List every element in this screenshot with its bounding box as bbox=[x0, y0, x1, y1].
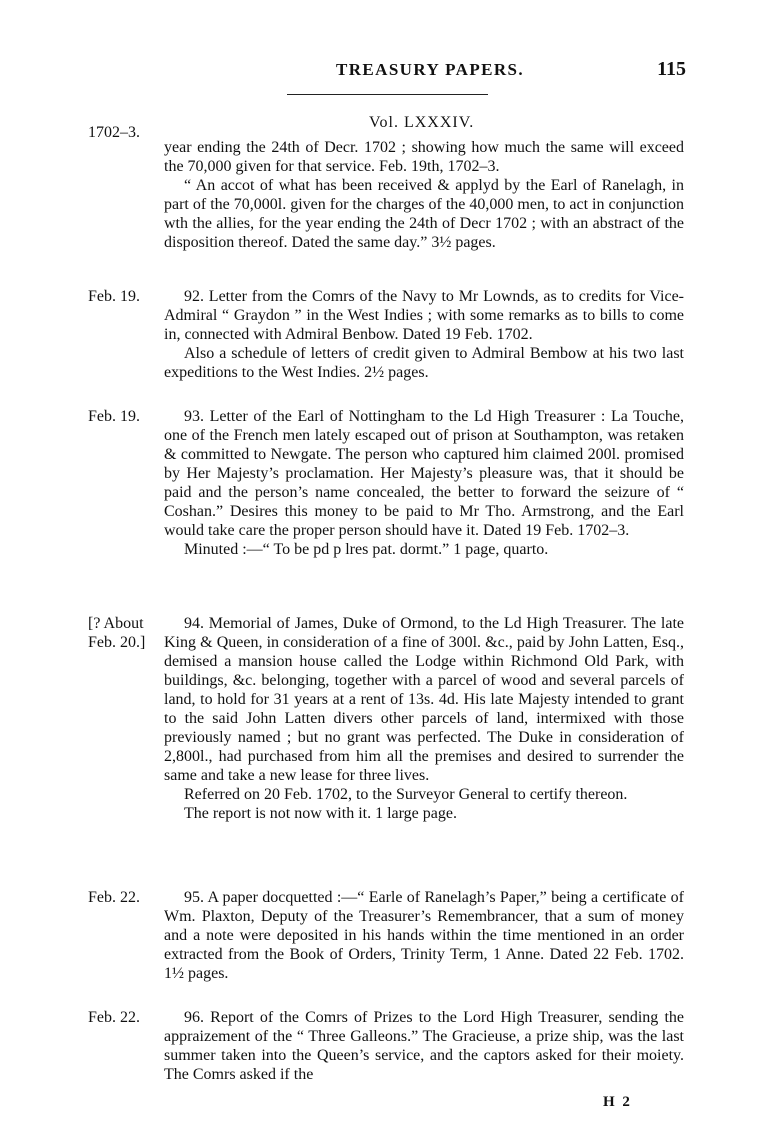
entry-body bbox=[164, 138, 684, 252]
signature-mark: H 2 bbox=[603, 1094, 632, 1110]
margin-date: Feb. 22. bbox=[88, 889, 140, 906]
entry-body bbox=[164, 614, 684, 823]
entry-paragraph: 92. Letter from the Comrs of the Navy to Mr Lownds, as to credits for Vice-Admiral “ Graydon ” in the West Indies ; with some remarks as to bills to come in, connected with Admiral Benbow. Dated 19 Feb. 1702. bbox=[164, 288, 684, 343]
entry-body bbox=[164, 407, 684, 559]
header-rule bbox=[287, 94, 488, 95]
margin-date: 1702–3. bbox=[88, 124, 140, 141]
running-title: TREASURY PAPERS. bbox=[336, 60, 525, 79]
margin-date: Feb. 22. bbox=[88, 1009, 140, 1026]
entry-paragraph: 95. A paper docquetted :—“ Earle of Ranelagh’s Paper,” being a certificate of Wm. Plaxton, Deputy of the Treasurer’s Remembrancer, that a sum of money and a note were deposited in his hands within the time mentioned in an order extracted from the Book of Orders, Trinity Term, 1 Anne. Dated 22 Feb. 1702. 1½ pages. bbox=[164, 889, 684, 982]
running-head bbox=[0, 60, 768, 88]
volume-heading: Vol. LXXXIV. bbox=[369, 114, 475, 131]
entry-paragraph: Minuted :—“ To be pd p lres pat. dormt.” 1 page, quarto. bbox=[184, 541, 549, 558]
margin-date: Feb. 19. bbox=[88, 288, 140, 305]
entry-paragraph: “ An accot of what has been received & applyd by the Earl of Ranelagh, in part of the 70,000l. given for the charges of the 40,000 men, to act in conjunction wth the allies, for the year ending the 24th of Decr 1702 ; with an abstract of the disposition thereof. Dated the same day.” 3½ pages. bbox=[164, 177, 685, 251]
entry-paragraph: Referred on 20 Feb. 1702, to the Surveyor General to certify thereon. bbox=[184, 786, 628, 803]
entry-body bbox=[164, 1008, 684, 1084]
entry-paragraph: 96. Report of the Comrs of Prizes to the Lord High Treasurer, sending the appraizement of the “ Three Galleons.” The Gracieuse, a prize ship, was the last summer taken into the Queen’s service, and the captors asked for their moiety. The Comrs asked if the bbox=[164, 1009, 684, 1083]
entry-paragraph: 94. Memorial of James, Duke of Ormond, to the Ld High Treasurer. The late King & Queen, in consideration of a fine of 300l. &c., paid by John Latten, Esq., demised a mansion house called the Lodge within Richmond Old Park, with buildings, &c. belonging, together with a parcel of wood and several parcels of land, to hold for 31 years at a rent of 13s. 4d. His late Majesty intended to grant to the said John Latten divers other parcels of land, intermixed with those previously named ; but no grant was perfected. The Duke in consideration of 2,800l., had purchased from him all the premises and desired to surrender the same and take a new lease for three lives. bbox=[164, 615, 684, 784]
entry-paragraph: The report is not now with it. 1 large page. bbox=[184, 805, 457, 822]
margin-date: [? About Feb. 20.] bbox=[88, 615, 146, 651]
entry-body bbox=[164, 287, 684, 382]
entry-paragraph: year ending the 24th of Decr. 1702 ; showing how much the same will exceed the 70,000 given for that service. Feb. 19th, 1702–3. bbox=[164, 139, 684, 175]
page-number: 115 bbox=[657, 58, 686, 80]
entry-paragraph: 93. Letter of the Earl of Nottingham to the Ld High Treasurer : La Touche, one of the French men lately escaped out of prison at Southampton, was retaken & committed to Newgate. The person who captured him claimed 200l. promised by Her Majesty’s proclamation. Her Majesty’s pleasure was, that it should be paid and the person’s name concealed, the better to forward the seizure of “ Coshan.” Desires this money to be paid to Mr Tho. Armstrong, and the Earl would take care the proper person should have it. Dated 19 Feb. 1702–3. bbox=[164, 408, 684, 539]
entry-body bbox=[164, 888, 684, 983]
margin-date: Feb. 19. bbox=[88, 408, 140, 425]
entry-paragraph: Also a schedule of letters of credit given to Admiral Bembow at his two last expeditions to the West Indies. 2½ pages. bbox=[164, 345, 684, 381]
